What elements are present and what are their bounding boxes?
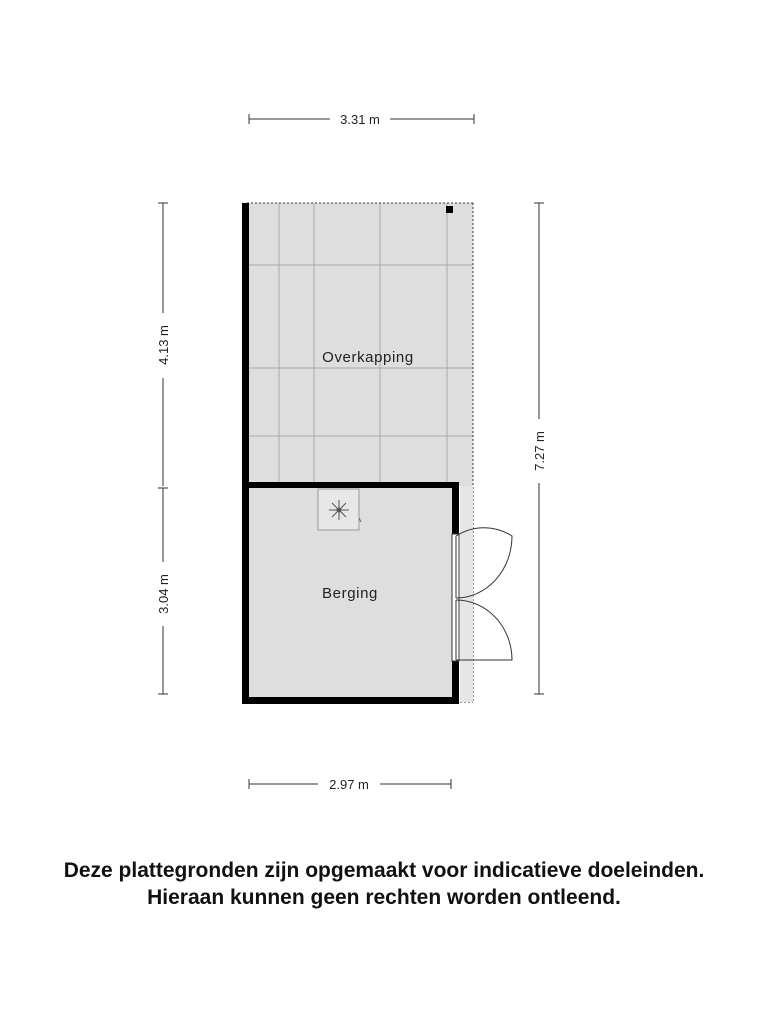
disclaimer-line-2: Hieraan kunnen geen rechten worden ontleend. [147, 886, 621, 909]
disclaimer-line-1: Deze plattegronden zijn opgemaakt voor indicatieve doeleinden. [63, 859, 705, 882]
support-post [446, 206, 453, 213]
side-strip-floor [460, 486, 473, 702]
storage-right-wall-upper [452, 482, 459, 534]
room-label-berging: Berging [322, 585, 378, 602]
dimension-label-left-upper: 4.13 m [156, 325, 171, 365]
storage-top-wall [242, 482, 459, 488]
main-left-wall [242, 203, 249, 703]
dimension-label-right: 7.27 m [532, 431, 547, 471]
dimension-label-top: 3.31 m [340, 112, 380, 127]
room-label-overkapping: Overkapping [322, 349, 414, 366]
storage-bottom-wall [242, 697, 459, 704]
boiler-fan-icon [329, 500, 349, 520]
boiler-unit [318, 489, 361, 530]
storage-right-wall-lower [452, 661, 459, 704]
dimension-label-bottom: 2.97 m [329, 777, 369, 792]
dimension-label-left-lower: 3.04 m [156, 574, 171, 614]
covered-area-floor [247, 203, 473, 486]
